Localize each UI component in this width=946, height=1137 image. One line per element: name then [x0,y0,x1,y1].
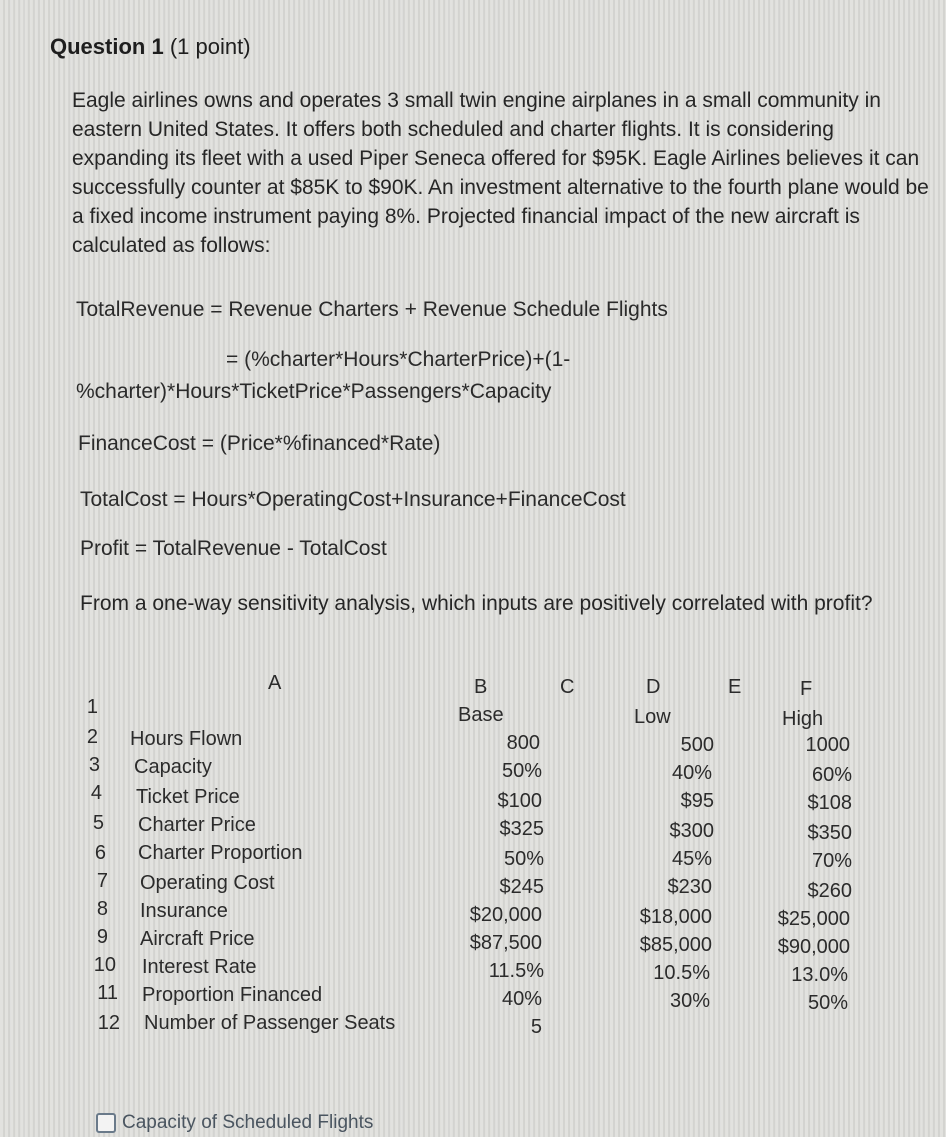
row-label: Number of Passenger Seats [144,1012,396,1034]
low-value: 500 [680,734,714,756]
high-value: 60% [811,764,852,786]
base-value: 50% [503,848,544,870]
row-number: 12 [97,1012,120,1034]
base-value: $20,000 [469,904,542,926]
low-value: 10.5% [653,962,710,984]
row-number: 11 [97,982,118,1004]
answer-label[interactable]: Capacity of Scheduled Flights [122,1112,374,1133]
formula-total-revenue-line3: %charter)*Hours*TicketPrice*Passengers*Capacity [76,380,552,403]
high-value: $108 [807,792,852,814]
high-value: 70% [811,850,852,872]
row-number: 4 [90,782,102,804]
high-value: $90,000 [777,936,850,958]
base-value: 11.5% [488,960,544,982]
low-value: 30% [669,990,710,1012]
row-label: Insurance [140,900,228,922]
intro-text: Eagle airlines owns and operates 3 small twin engine airplanes in a small community in eastern United States. It offers both scheduled and charter flights. It is considering expanding its fleet with a used Piper Seneca offered for $95K. Eagle Airlines believes it can successfully counter at $85K to $90K. An investment alternative to the fourth plane would be a fixed income instrument paying 8%. Projected financial impact of the new aircraft is calculated as follows: [72,89,929,257]
low-value: 40% [671,762,712,784]
header-base: Base [458,704,504,726]
row-label: Ticket Price [136,786,240,808]
question-points: (1 point) [169,34,251,59]
low-value: $18,000 [639,906,712,928]
row-label: Charter Proportion [138,842,303,864]
low-value: $85,000 [639,934,712,956]
row-label: Charter Price [138,814,256,836]
base-value: $87,500 [469,932,542,954]
formula-profit: Profit = TotalRevenue - TotalCost [80,537,387,560]
base-value: 5 [530,1016,542,1038]
row-label: Operating Cost [140,872,275,894]
base-value: $245 [499,876,544,898]
row-number: 7 [96,870,108,892]
row-number: 6 [94,842,106,864]
question-number: Question 1 [50,34,164,59]
row-label: Aircraft Price [140,928,255,950]
low-value: $300 [669,820,714,842]
row-number: 3 [88,754,100,776]
row-number: 10 [93,954,116,976]
formula-total-revenue-line2: = (%charter*Hours*CharterPrice)+(1- [226,348,571,371]
row-number: 5 [92,812,104,834]
high-value: 13.0% [791,964,848,986]
row-number: 1 [86,696,98,718]
answer-checkbox[interactable] [96,1113,116,1133]
question-intro [72,86,930,260]
high-value: $25,000 [777,908,850,930]
low-value: 45% [671,848,712,870]
column-header-f: F [800,678,813,700]
column-header-e: E [728,676,742,698]
column-header-c: C [560,676,575,698]
row-label: Proportion Financed [142,984,323,1006]
base-value: 40% [501,988,542,1010]
row-label: Interest Rate [142,956,257,978]
formula-finance-cost: FinanceCost = (Price*%financed*Rate) [78,432,441,455]
base-value: $100 [497,790,542,812]
column-header-a: A [268,672,282,694]
formula-total-cost: TotalCost = Hours*OperatingCost+Insurance+FinanceCost [80,488,626,511]
high-value: 1000 [805,734,850,756]
formula-total-revenue: TotalRevenue = Revenue Charters + Revenue Schedule Flights [76,298,668,321]
base-value: $325 [499,818,544,840]
answer-option[interactable] [96,1113,373,1137]
low-value: $95 [680,790,714,812]
question-title [50,34,251,60]
header-low: Low [634,706,671,728]
row-number: 2 [86,726,98,748]
row-label: Hours Flown [130,728,243,750]
high-value: $350 [807,822,852,844]
base-value: 50% [501,760,542,782]
column-header-d: D [646,676,661,698]
row-label: Capacity [134,756,212,778]
row-number: 8 [96,898,108,920]
low-value: $230 [667,876,712,898]
base-value: 800 [506,732,540,754]
question-prompt: From a one-way sensitivity analysis, which inputs are positively correlated with profit? [80,592,873,615]
high-value: $260 [807,880,852,902]
column-header-b: B [474,676,488,698]
header-high: High [782,708,824,730]
row-number: 9 [96,926,108,948]
high-value: 50% [807,992,848,1014]
